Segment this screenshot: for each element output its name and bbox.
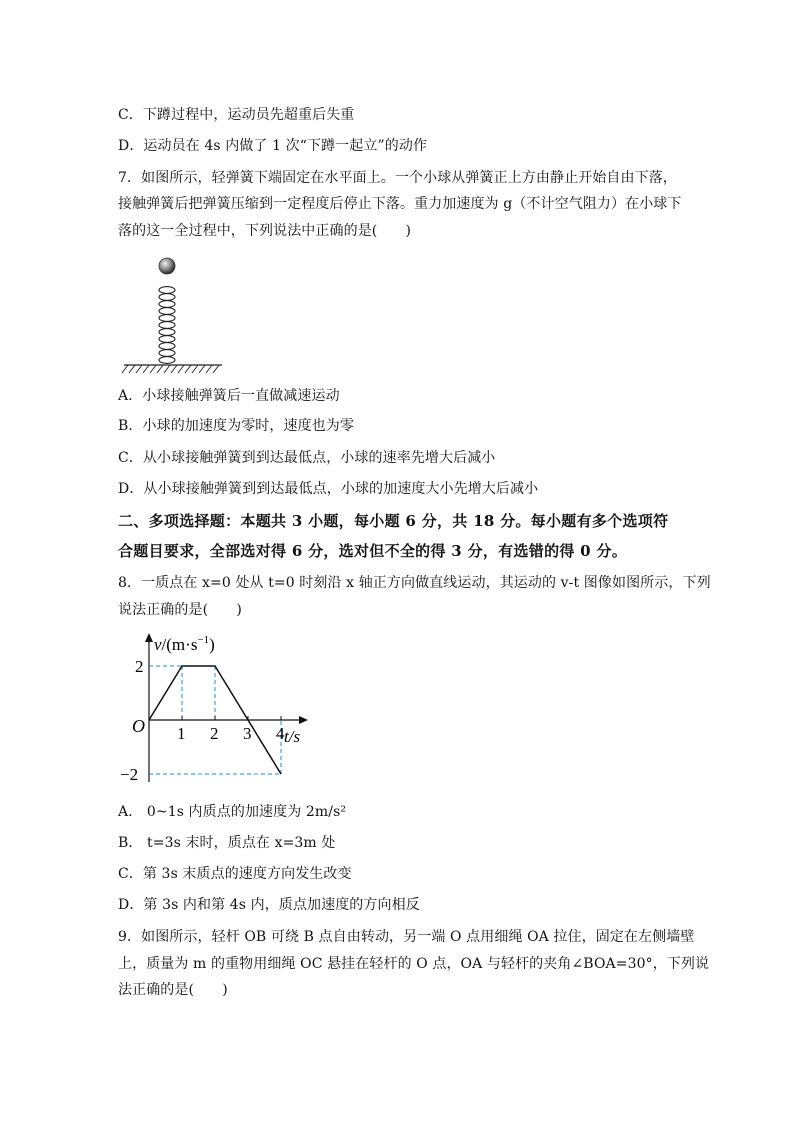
origin-label: O xyxy=(132,716,145,736)
q7-stem-line-3: 落的这一全过程中，下列说法中正确的是( ) xyxy=(118,223,412,239)
q8-option-a: A． 0~1s 内质点的加速度为 2m/s² xyxy=(118,804,347,820)
q8-option-c: C．第 3s 末质点的速度方向发生改变 xyxy=(118,866,352,882)
y-label-v: v xyxy=(154,635,162,654)
q8-stem-line-2: 说法正确的是( ) xyxy=(118,602,242,618)
ground-hatching xyxy=(122,365,219,373)
q6-option-d: D．运动员在 4s 内做了 1 次“下蹲一起立”的动作 xyxy=(118,138,428,154)
q8-option-d: D．第 3s 内和第 4s 内，质点加速度的方向相反 xyxy=(118,897,420,913)
x-axis-label: t/s xyxy=(284,727,301,746)
q6-option-c: C．下蹲过程中，运动员先超重后失重 xyxy=(118,107,355,123)
y-label-close: ) xyxy=(209,635,215,654)
x-tick-label-2: 2 xyxy=(210,724,219,743)
q7-stem-line-1: 7．如图所示，轻弹簧下端固定在水平面上。一个小球从弹簧正上方由静止开始自由下落， xyxy=(118,170,677,186)
ball xyxy=(159,258,175,274)
q7-option-b: B．小球的加速度为零时，速度也为零 xyxy=(118,418,354,434)
q7-option-c: C．从小球接触弹簧到到达最低点，小球的速率先增大后减小 xyxy=(118,450,496,466)
x-tick-label-1: 1 xyxy=(177,724,186,743)
q9-stem-line-3: 法正确的是( ) xyxy=(118,982,228,998)
q7-stem-line-2: 接触弹簧后把弹簧压缩到一定程度后停止下落。重力加速度为 g（不计空气阻力）在小球下 xyxy=(118,196,682,212)
q8-option-b: B． t=3s 末时，质点在 x=3m 处 xyxy=(118,835,336,851)
q9-stem-line-1: 9．如图所示，轻杆 OB 可绕 B 点自由转动，另一端 O 点用细绳 OA 拉住，固定在左侧墙壁 xyxy=(118,929,695,945)
y-axis-arrow xyxy=(145,633,153,642)
q8-stem-line-1: 8．一质点在 x=0 处从 t=0 时刻沿 x 轴正方向做直线运动，其运动的 v-t 图像如图所示，下列 xyxy=(118,575,711,591)
q9-stem-line-2: 上，质量为 m 的重物用细绳 OC 悬挂在轻杆的 O 点，OA 与轻杆的夹角∠BOA=30°，下列说 xyxy=(118,956,710,972)
y-label-exp: −1 xyxy=(197,634,210,646)
y-tick-label-2: 2 xyxy=(135,657,144,676)
q7-option-a: A．小球接触弹簧后一直做减速运动 xyxy=(118,388,340,404)
y-axis-label xyxy=(154,634,215,654)
section-2-heading-line-1: 二、多项选择题：本题共 3 小题，每小题 6 分，共 18 分。每小题有多个选项符 xyxy=(118,512,669,530)
spring-ball-figure xyxy=(118,252,228,374)
x-axis-arrow xyxy=(299,716,308,724)
section-2-heading-line-2: 合题目要求，全部选对得 6 分，选对但不全的得 3 分，有选错的得 0 分。 xyxy=(118,542,628,560)
q7-option-d: D．从小球接触弹簧到到达最低点，小球的加速度大小先增大后减小 xyxy=(118,481,539,497)
x-tick-label-3: 3 xyxy=(243,724,252,743)
x-tick-label-4: 4 xyxy=(276,724,285,743)
y-tick-label-neg2: −2 xyxy=(120,765,139,784)
y-label-unit: /(m·s xyxy=(161,635,198,654)
spring-coil xyxy=(159,287,175,364)
vt-graph xyxy=(118,628,318,790)
